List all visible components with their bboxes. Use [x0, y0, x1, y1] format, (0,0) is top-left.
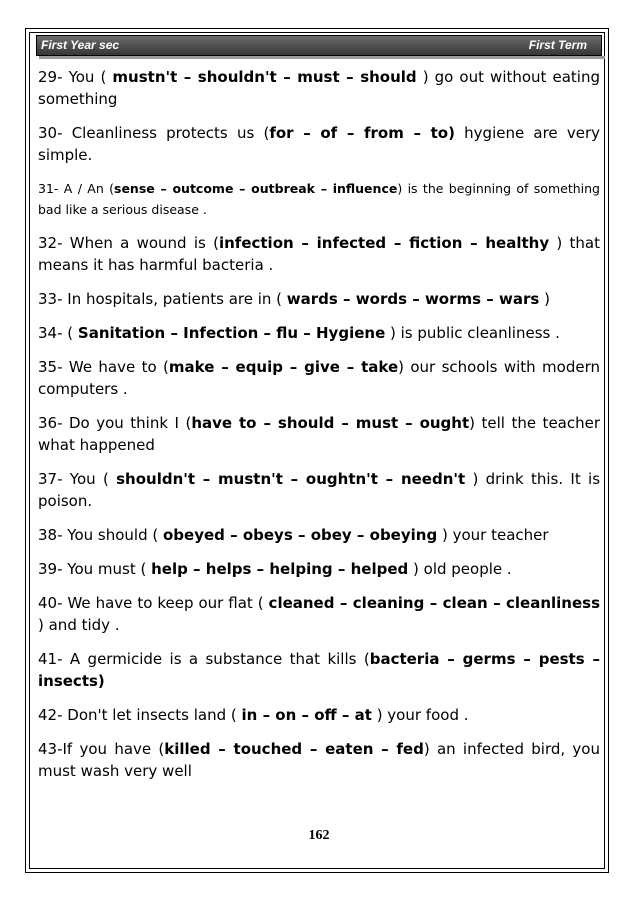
question-38: 38- You should ( obeyed – obeys – obey – obeying ) your teacher: [38, 526, 549, 544]
question-43: 43-If you have (killed – touched – eaten – fed) an infected bird, you must wash very well: [38, 740, 600, 780]
question-33: 33- In hospitals, patients are in ( wards – words – worms – wars ): [38, 290, 550, 308]
question-34: 34- ( Sanitation – Infection – flu – Hygiene ) is public cleanliness .: [38, 324, 560, 342]
page-number: 162: [308, 828, 330, 843]
question-37: 37- You ( shouldn't – mustn't – oughtn't – needn't ) drink this. It is poison.: [38, 470, 601, 510]
question-42: 42- Don't let insects land ( in – on – off – at ) your food .: [38, 706, 469, 724]
question-32: 32- When a wound is (infection – infected – fiction – healthy ) that means it has harmful bacteria .: [38, 234, 600, 274]
question-31: 31- A / An (sense – outcome – outbreak – influence) is the beginning of something bad like a serious disease .: [38, 181, 600, 217]
header-term: First Term: [528, 38, 587, 52]
question-30: 30- Cleanliness protects us (for – of – from – to) hygiene are very simple.: [38, 124, 600, 164]
question-40: 40- We have to keep our flat ( cleaned – cleaning – clean – cleanliness ) and tidy .: [38, 594, 600, 634]
question-36: 36- Do you think I (have to – should – must – ought) tell the teacher what happened: [38, 414, 601, 454]
question-41: 41- A germicide is a substance that kills (bacteria – germs – pests – insects): [38, 650, 600, 690]
question-35: 35- We have to (make – equip – give – take) our schools with modern computers .: [38, 358, 600, 398]
header-shadow: [39, 56, 605, 59]
question-39: 39- You must ( help – helps – helping – helped ) old people .: [38, 560, 512, 578]
header-course: First Year sec: [41, 38, 120, 52]
page-header: [36, 35, 602, 56]
question-29: 29- You ( mustn't – shouldn't – must – should ) go out without eating something: [38, 68, 600, 108]
question-list: [38, 66, 600, 794]
